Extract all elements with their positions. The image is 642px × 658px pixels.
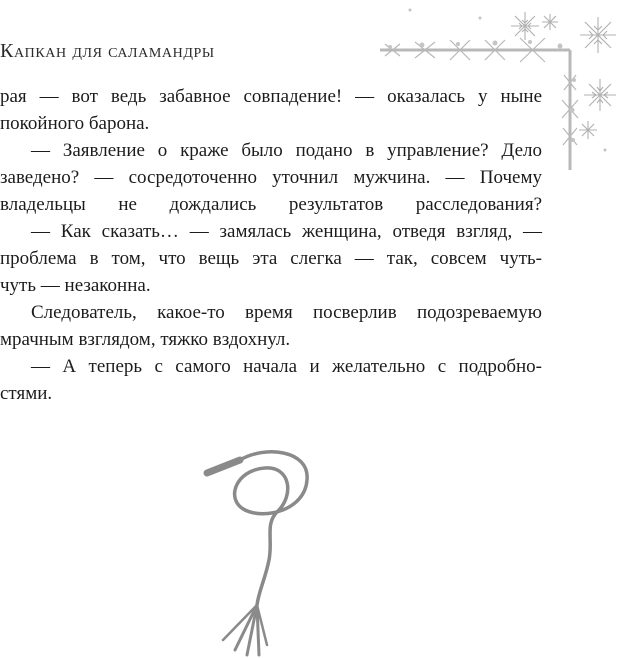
- text-line: — А теперь с самого начала и желательно с подробно-: [31, 356, 542, 377]
- text-line: стями.: [0, 383, 53, 404]
- coiled-whip-icon: [195, 440, 335, 658]
- text-line: покойного барона.: [0, 113, 150, 134]
- text-line: заведено? — сосредоточенно уточнил мужчина. — Почему: [0, 167, 542, 188]
- text-line: Следователь, какое-то время посверлив подозреваемую: [31, 302, 542, 323]
- text-line: рая — вот ведь забавное совпадение! — оказалась у ныне: [0, 86, 542, 107]
- body-text: [0, 83, 542, 407]
- text-line: — Заявление о краже было подано в управление? Дело: [31, 140, 542, 161]
- text-line: мрачным взглядом, тяжко вздохнул.: [0, 329, 291, 350]
- text-line: чуть — незаконна.: [0, 275, 151, 296]
- text-line: — Как сказать… — замялась женщина, отведя взгляд, —: [31, 221, 542, 242]
- running-head: Капкан для саламандры: [0, 40, 215, 62]
- text-line: проблема в том, что вещь эта слегка — так, совсем чуть-: [0, 248, 542, 269]
- text-line: владельцы не дождались результатов расследования?: [0, 194, 542, 215]
